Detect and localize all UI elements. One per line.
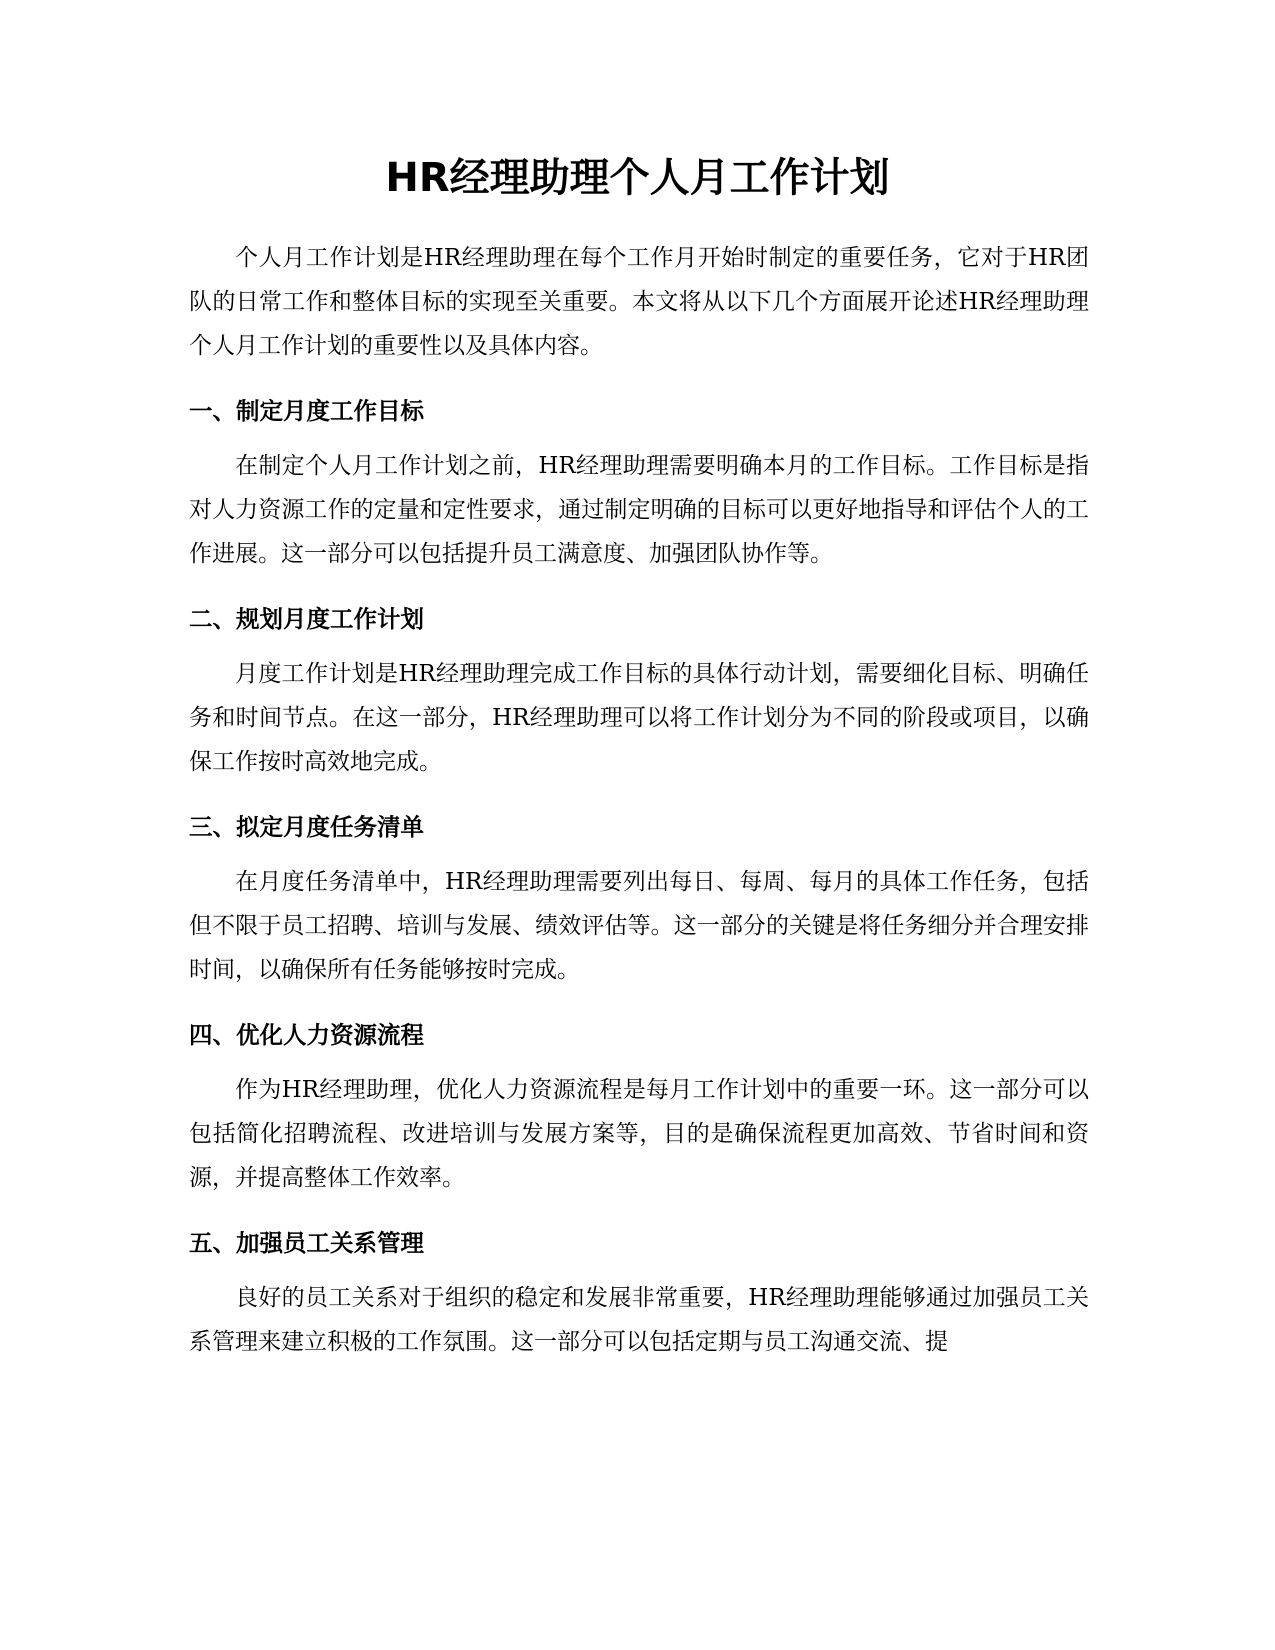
section-heading: 五、加强员工关系管理 [189,1229,424,1257]
section-heading: 一、制定月度工作目标 [189,397,424,425]
section-heading: 四、优化人力资源流程 [189,1021,424,1049]
section-optimize-process [189,1018,1089,1200]
page-title: HR经理助理个人月工作计划 [385,155,890,201]
section-paragraph: 良好的员工关系对于组织的稳定和发展非常重要，HR经理助理能够通过加强员工关系管理来建立积极的工作氛围。这一部分可以包括定期与员工沟通交流、提 [189,1285,1089,1355]
section-heading: 三、拟定月度任务清单 [189,813,424,841]
section-paragraph: 作为HR经理助理，优化人力资源流程是每月工作计划中的重要一环。这一部分可以包括简化招聘流程、改进培训与发展方案等，目的是确保流程更加高效、节省时间和资源，并提高整体工作效率。 [189,1077,1089,1191]
section-paragraph: 在制定个人月工作计划之前，HR经理助理需要明确本月的工作目标。工作目标是指对人力资源工作的定量和定性要求，通过制定明确的目标可以更好地指导和评估个人的工作进展。这一部分可以包括提升员工满意度、加强团队协作等。 [189,453,1089,567]
section-employee-relations [189,1226,1089,1364]
section-paragraph: 在月度任务清单中，HR经理助理需要列出每日、每周、每月的具体工作任务，包括但不限于员工招聘、培训与发展、绩效评估等。这一部分的关键是将任务细分并合理安排时间，以确保所有任务能够按时完成。 [189,869,1089,983]
document-body [189,236,1089,1364]
section-heading: 二、规划月度工作计划 [189,605,424,633]
intro-paragraph: 个人月工作计划是HR经理助理在每个工作月开始时制定的重要任务，它对于HR团队的日常工作和整体目标的实现至关重要。本文将从以下几个方面展开论述HR经理助理个人月工作计划的重要性以及具体内容。 [189,245,1089,359]
section-goals [189,394,1089,576]
section-paragraph: 月度工作计划是HR经理助理完成工作目标的具体行动计划，需要细化目标、明确任务和时间节点。在这一部分，HR经理助理可以将工作计划分为不同的阶段或项目，以确保工作按时高效地完成。 [189,661,1089,775]
section-task-list [189,810,1089,992]
section-plan [189,602,1089,784]
